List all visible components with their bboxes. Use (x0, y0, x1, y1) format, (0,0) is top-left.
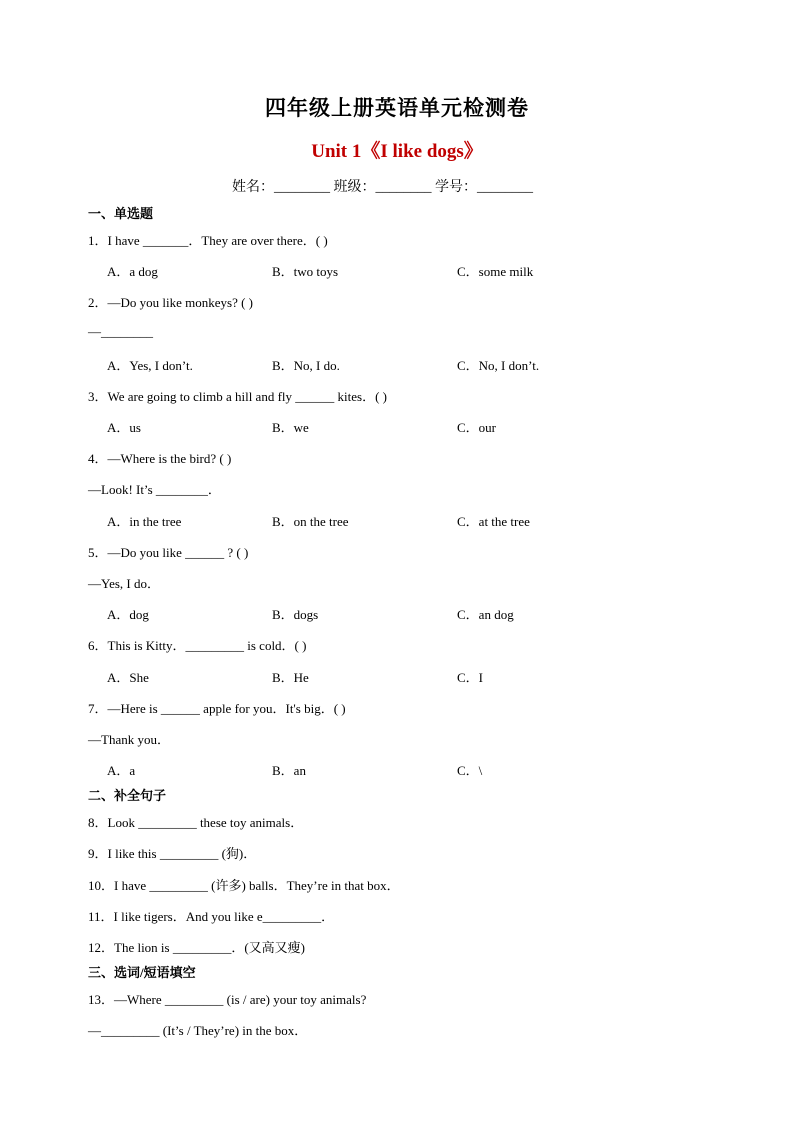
question-4-option-b: B．on the tree (272, 514, 349, 529)
question-4-option-a: A．in the tree (107, 514, 182, 529)
question-1-option-b: B．two toys (272, 264, 339, 279)
question-7-option-c: C．\ (457, 763, 483, 778)
question-5-option-a: A．dog (107, 607, 149, 622)
student-info-line: 姓名：________ 班级：________ 学号：________ (232, 180, 533, 195)
question-7: 7．—Here is ______ apple for you．It's big．( ) (88, 701, 346, 716)
question-4-response: —Look! It’s ________． (88, 482, 221, 497)
question-13: 13．—Where _________ (is / are) your toy animals? (88, 992, 367, 1007)
question-3: 3．We are going to climb a hill and fly ______ kites．( ) (88, 389, 387, 404)
question-6-option-a: A．She (107, 670, 149, 685)
question-12: 12．The lion is _________．(又高又瘦) (88, 940, 306, 955)
question-4-option-c: C．at the tree (457, 514, 530, 529)
question-1-option-a: A．a dog (107, 264, 158, 279)
question-7-option-b: B．an (272, 763, 306, 778)
question-6: 6．This is Kitty．_________ is cold．( ) (88, 638, 307, 653)
question-1-option-c: C．some milk (457, 264, 534, 279)
unit-subtitle: Unit 1《I like dogs》 (311, 141, 483, 162)
question-6-option-b: B．He (272, 670, 309, 685)
question-7-response: —Thank you． (88, 732, 170, 747)
question-6-option-c: C．I (457, 670, 484, 685)
question-5-option-b: B．dogs (272, 607, 319, 622)
question-2-option-b: B．No, I do. (272, 358, 340, 373)
question-5-option-c: C．an dog (457, 607, 514, 622)
question-5: 5．—Do you like ______ ? ( ) (88, 545, 249, 560)
question-10: 10．I have _________ (许多) balls．They’re in that box． (88, 878, 400, 893)
question-13-response: —_________ (It’s / They’re) in the box． (88, 1023, 308, 1038)
section-heading-single-choice: 一、单选题 (88, 206, 154, 221)
question-3-option-c: C．our (457, 420, 497, 435)
question-8: 8．Look _________ these toy animals． (88, 815, 304, 830)
question-3-option-b: B．we (272, 420, 309, 435)
question-3-option-a: A．us (107, 420, 141, 435)
question-2-option-c: C．No, I don’t. (457, 358, 540, 373)
question-5-response: —Yes, I do． (88, 576, 160, 591)
question-2: 2．—Do you like monkeys? ( ) (88, 295, 254, 310)
question-2-option-a: A．Yes, I don’t. (107, 358, 193, 373)
question-2-response: —________ (88, 324, 153, 339)
page-title: 四年级上册英语单元检测卷 (265, 96, 529, 120)
section-heading-complete-sentences: 二、补全句子 (88, 788, 167, 803)
section-heading-word-choice: 三、选词/短语填空 (88, 965, 196, 980)
question-1: 1．I have _______．They are over there．( ) (88, 233, 328, 248)
question-4: 4．—Where is the bird? ( ) (88, 451, 232, 466)
question-9: 9．I like this _________ (狗)． (88, 846, 257, 861)
question-7-option-a: A．a (107, 763, 136, 778)
question-11: 11．I like tigers．And you like e_________． (88, 909, 335, 924)
